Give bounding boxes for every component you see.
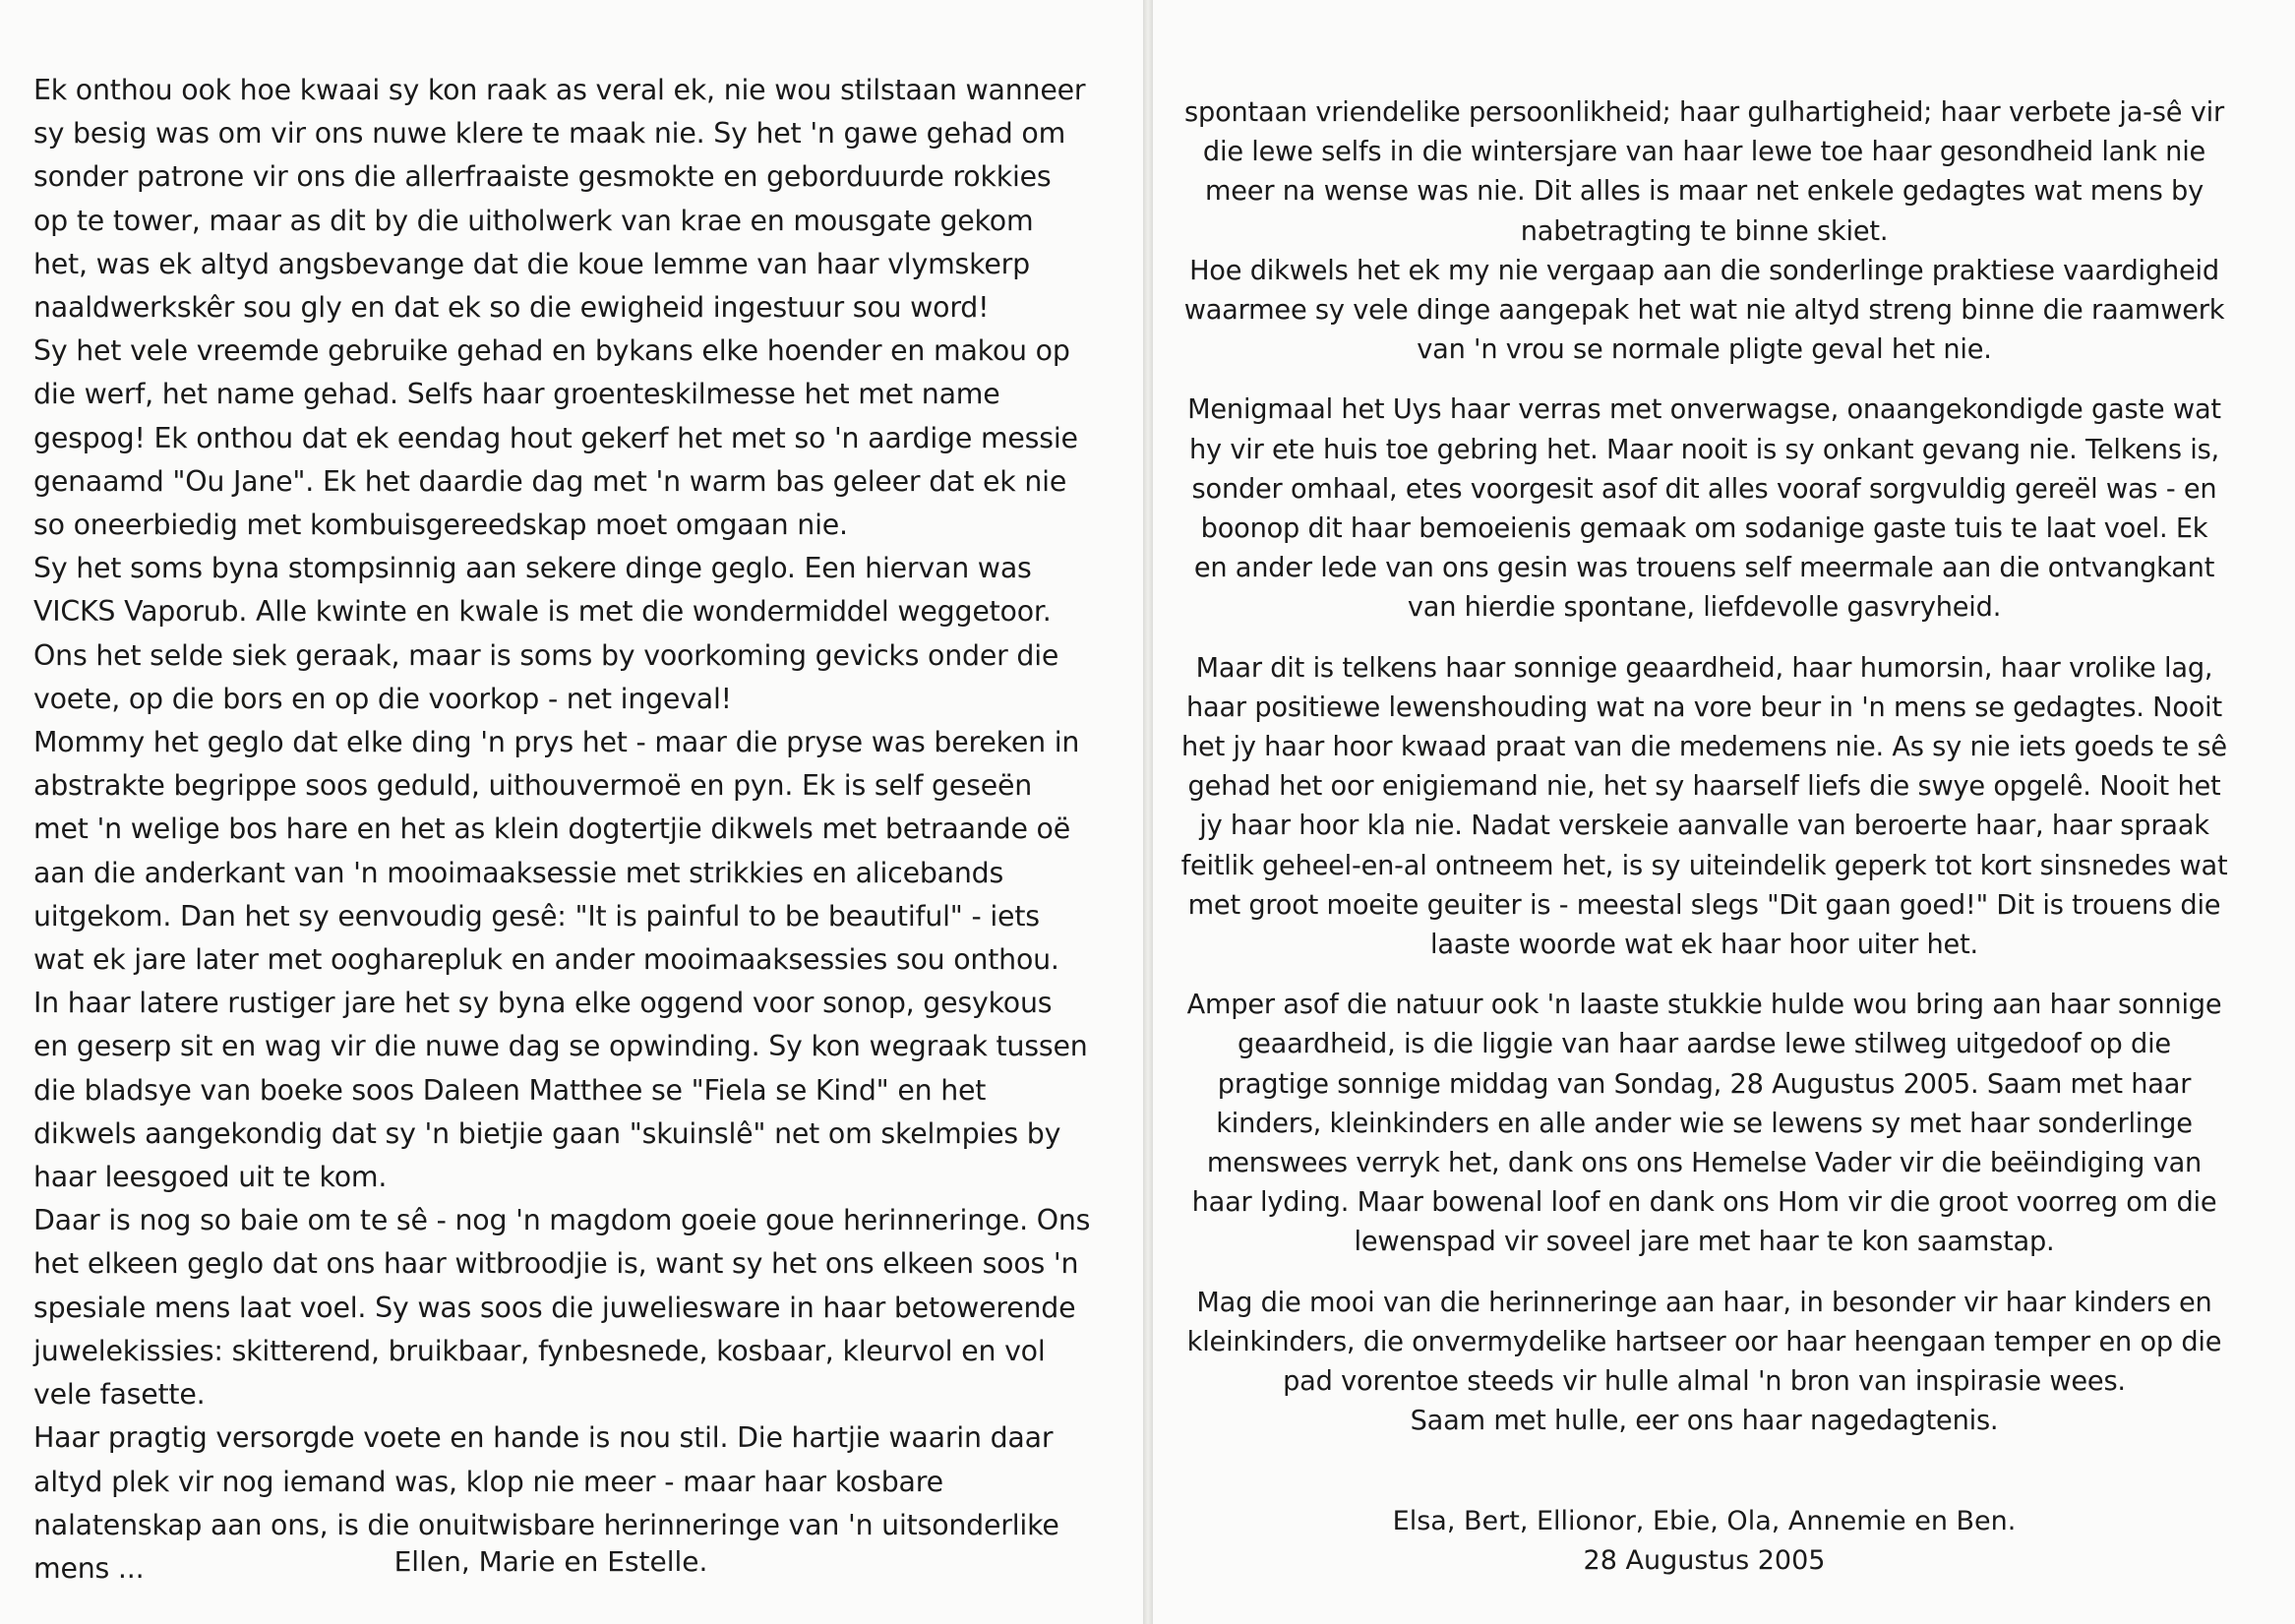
left-paragraph-3: Sy het soms byna stompsinnig aan sekere dinge geglo. Een hiervan was VICKS Vaporub. Alle kwinte en kwale is met die wondermiddel weggetoor. Ons het selde siek geraak, maar is soms by voorkoming gevicks onder die voete, op die bors en op die voorkop - net ingeval! bbox=[33, 552, 1059, 715]
right-paragraph-4: Maar dit is telkens haar sonnige geaardheid, haar humorsin, haar vrolike lag, haar positiewe lewenshouding wat na vore beur in 'n mens se gedagtes. Nooit het jy haar hoor kwaad praat van die medemens nie. As sy nie iets goeds te sê gehad het oor enigiemand nie, het sy haarself liefs die swye opgelê. Nooit het jy haar hoor kla nie. Nadat verskeie aanvalle van beroerte haar, haar spraak feitlik geheel-en-al ontneem het, is sy uiteindelik geperk tot kort sinsnedes wat met groot moeite geuiter is - meestal slegs "Dit gaan goed!" Dit is trouens die laaste woorde wat ek haar hoor uiter het. bbox=[1180, 652, 2228, 961]
right-page-text bbox=[1180, 93, 2228, 1442]
signature-names: Elsa, Bert, Ellionor, Ebie, Ola, Annemie en Ben. bbox=[1392, 1506, 2017, 1536]
right-paragraph-1: spontaan vriendelike persoonlikheid; haar gulhartigheid; haar verbete ja-sê vir die lewe selfs in die wintersjare van haar lewe toe haar gesondheid lank nie meer na wense was nie. Dit alles is maar net enkele gedagtes wat mens by nabetragting te binne skiet. bbox=[1184, 97, 2224, 247]
right-paragraph-5: Amper asof die natuur ook 'n laaste stukkie hulde wou bring aan haar sonnige geaardheid, is die liggie van haar aardse lewe stilweg uitgedoof op die pragtige sonnige middag van Sondag, 28 Augustus 2005. Saam met haar kinders, kleinkinders en alle ander wie se lewens sy met haar sonderlinge menswees verryk het, dank ons ons Hemelse Vader vir die beëindiging van haar lyding. Maar bowenal loof en dank ons Hom vir die groot voorreg om die lewenspad vir soveel jare met haar te kon saamstap. bbox=[1186, 990, 2222, 1258]
left-paragraph-6: Haar pragtig versorgde voete en hande is nou stil. Die hartjie waarin daar altyd plek vir nog iemand was, klop nie meer - maar haar kosbare nalatenskap aan ons, is die onuitwisbare herinneringe van 'n uitsonderlike mens ... bbox=[33, 1421, 1059, 1585]
signature-date: 28 Augustus 2005 bbox=[1583, 1545, 1826, 1576]
left-paragraph-1: Ek onthou ook hoe kwaai sy kon raak as veral ek, nie wou stilstaan wanneer sy besig was om vir ons nuwe klere te maak nie. Sy het 'n gawe gehad om sonder patrone vir ons die allerfraaiste gesmokte en geborduurde rokkies op te tower, maar as dit by die uitholwerk van krae en mousgate gekom het, was ek altyd angsbevange dat die koue lemme van haar vlymskerp naaldwerkskêr sou gly en dat ek so die ewigheid ingestuur sou word! bbox=[33, 74, 1086, 325]
right-paragraph-2: Hoe dikwels het ek my nie vergaap aan die sonderlinge praktiese vaardigheid waarmee sy vele dinge aangepak het wat nie altyd streng binne die raamwerk van 'n vrou se normale pligte geval het nie. bbox=[1183, 255, 2225, 366]
page-fold bbox=[1143, 0, 1153, 1624]
left-paragraph-5: Daar is nog so baie om te sê - nog 'n magdom goeie goue herinneringe. Ons het elkeen geglo dat ons haar witbroodjie is, want sy het ons elkeen soos 'n spesiale mens laat voel. Sy was soos die juweliesware in haar betowerende juwelekissies: skitterend, bruikbaar, fynbesnede, kosbaar, kleurvol en vol vele fasette. bbox=[33, 1204, 1091, 1412]
left-page-text bbox=[33, 69, 1091, 1591]
left-paragraph-2: Sy het vele vreemde gebruike gehad en bykans elke hoender en makou op die werf, het name gehad. Selfs haar groenteskilmesse het met name gespog! Ek onthou dat ek eendag hout gekerf het met so 'n aardige messie genaamd "Ou Jane". Ek het daardie dag met 'n warm bas geleer dat ek nie so oneerbiedig met kombuisgereedskap moet omgaan nie. bbox=[33, 334, 1078, 542]
right-paragraph-3: Menigmaal het Uys haar verras met onverwagse, onaangekondigde gaste wat hy vir ete huis toe gebring het. Maar nooit is sy onkant gevang nie. Telkens is, sonder omhaal, etes voorgesit asof dit alles vooraf sorgvuldig gereël was - en boonop dit haar bemoeienis gemaak om sodanige gaste tuis te laat voel. Ek en ander lede van ons gesin was trouens self meermale aan die ontvangkant van hierdie spontane, liefdevolle gasvryheid. bbox=[1187, 394, 2221, 624]
right-paragraph-7: Saam met hulle, eer ons haar nagedagtenis. bbox=[1410, 1406, 1999, 1437]
left-signature: Ellen, Marie en Estelle. bbox=[393, 1545, 708, 1578]
left-paragraph-4: Mommy het geglo dat elke ding 'n prys het - maar die pryse was bereken in abstrakte begrippe soos geduld, uithouvermoë en pyn. Ek is self geseën met 'n welige bos hare en het as klein dogtertjie dikwels met betraande oë aan die anderkant van 'n mooimaaksessie met strikkies en alicebands uitgekom. Dan het sy eenvoudig gesê: "It is painful to be beautiful" - iets wat ek jare later met oogharepluk en ander mooimaaksessies sou onthou. In haar latere rustiger jare het sy byna elke oggend voor sonop, gesykous en geserp sit en wag vir die nuwe dag se opwinding. Sy kon wegraak tussen die bladsye van boeke soos Daleen Matthee se "Fiela se Kind" en het dikwels aangekondig dat sy 'n bietjie gaan "skuinslê" net om skelmpies by haar leesgoed uit te kom. bbox=[33, 726, 1088, 1194]
right-paragraph-6: Mag die mooi van die herinneringe aan haar, in besonder vir haar kinders en kleinkinders, die onvermydelike hartseer oor haar heengaan temper en op die pad vorentoe steeds vir hulle almal 'n bron van inspirasie wees. bbox=[1186, 1287, 2222, 1398]
right-signature bbox=[1180, 1502, 2228, 1581]
